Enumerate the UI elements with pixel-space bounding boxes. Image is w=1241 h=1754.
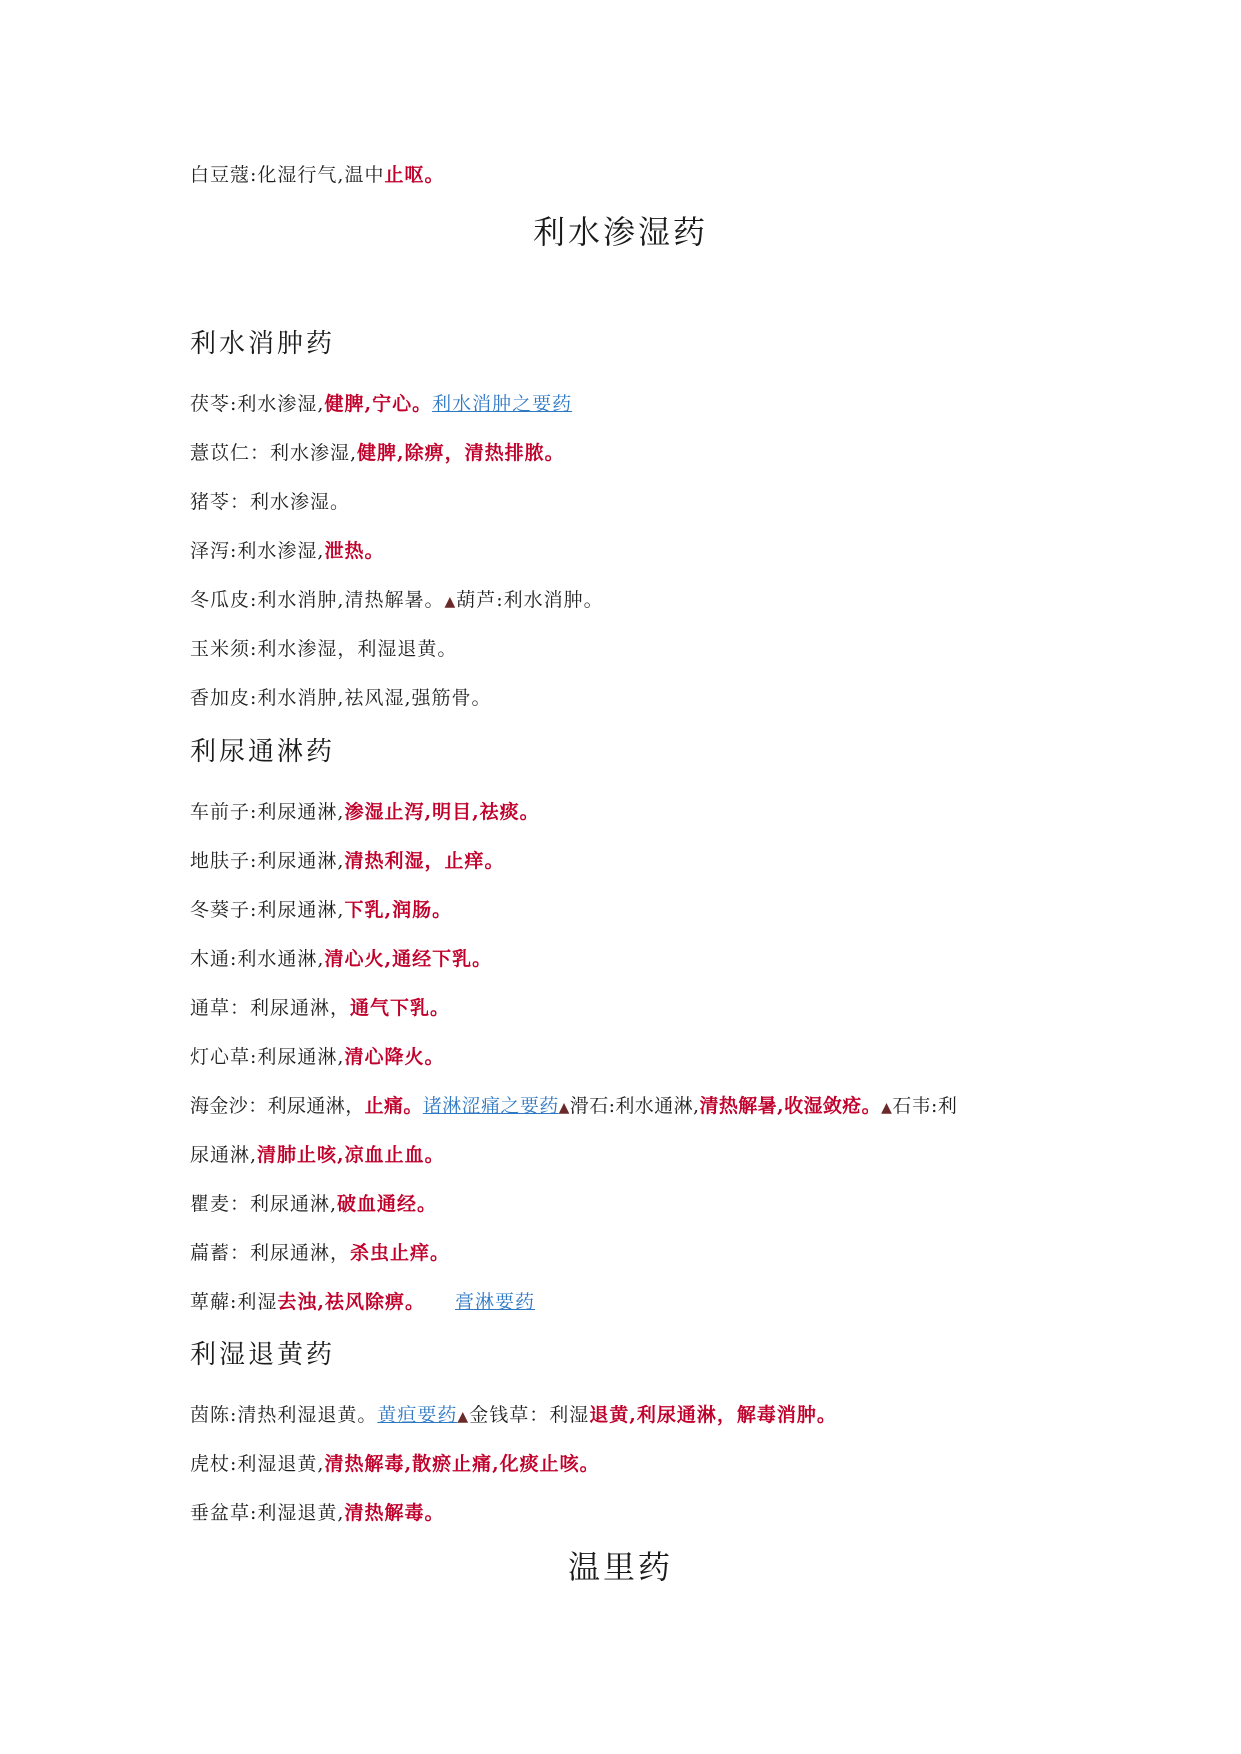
- entry-text: 海金沙：利尿通淋，: [190, 1095, 365, 1117]
- entry-highlight: 通气下乳。: [350, 997, 451, 1019]
- entry-highlight: 清心降火。: [344, 1046, 445, 1068]
- subsection-heading: 利湿退黄药: [190, 1340, 336, 1370]
- entry-text: 香加皮:利水消肿,祛风湿,强筋骨。: [190, 687, 492, 709]
- entry-text: 金钱草：利湿: [469, 1404, 590, 1426]
- entry-highlight: 去浊,祛风除痹。: [277, 1291, 426, 1313]
- key-drug-link[interactable]: 黄疸要药: [377, 1404, 458, 1426]
- entry-text: 木通:利水通淋,: [190, 948, 325, 970]
- triangle-marker-icon: ▲: [881, 1100, 893, 1116]
- entry-highlight: 下乳,润肠。: [344, 899, 453, 921]
- entry-text: 滑石:利水通淋,: [569, 1095, 700, 1117]
- entry-text: 白豆蔻:化湿行气,温中: [190, 164, 385, 186]
- entry-yiyiren: [190, 440, 565, 466]
- subsection-heading: 利尿通淋药: [190, 737, 336, 767]
- entry-text: 萹蓄：利尿通淋，: [190, 1242, 351, 1264]
- entry-highlight: 清热解毒。: [344, 1502, 445, 1524]
- entry-bixie: [190, 1289, 535, 1315]
- entry-highlight: 渗湿止泻,明目,祛痰。: [344, 801, 540, 823]
- entry-text: 萆薢:利湿: [190, 1291, 278, 1313]
- key-drug-link[interactable]: 诸淋涩痛之要药: [422, 1095, 559, 1117]
- entry-text: 玉米须:利水渗湿，利湿退黄。: [190, 638, 458, 660]
- entry-highlight: 止痛。: [364, 1095, 423, 1117]
- entry-text: 虎杖:利湿退黄,: [190, 1453, 325, 1475]
- key-drug-link[interactable]: 利水消肿之要药: [432, 393, 573, 415]
- entry-highlight: 破血通经。: [337, 1193, 438, 1215]
- entry-text: 茯苓:利水渗湿,: [190, 393, 325, 415]
- entry-highlight: 清肺止咳,凉血止血。: [257, 1144, 445, 1166]
- section-title: 温里药: [567, 1548, 673, 1586]
- entry-highlight: 止呕。: [384, 164, 445, 186]
- entry-text: 冬葵子:利尿通淋,: [190, 899, 345, 921]
- entry-text: 泽泻:利水渗湿,: [190, 540, 325, 562]
- entry-haijinsha: [190, 1093, 957, 1121]
- entry-text: 薏苡仁：利水渗湿,: [190, 442, 358, 464]
- subsection-heading: 利水消肿药: [190, 329, 336, 359]
- entry-highlight: 清热解暑,收湿敛疮。: [699, 1095, 882, 1117]
- entry-text: 地肤子:利尿通淋,: [190, 850, 345, 872]
- entry-highlight: 清热解毒,散瘀止痛,化痰止咳。: [324, 1453, 600, 1475]
- entry-dongguapi: [190, 587, 604, 615]
- entry-baidoukou: [190, 162, 444, 188]
- entry-difuzi: [190, 848, 504, 874]
- section-title: 利水渗湿药: [532, 213, 708, 251]
- triangle-marker-icon: ▲: [444, 594, 457, 610]
- entry-text: 通草：利尿通淋，: [190, 997, 351, 1019]
- entry-zhuling: [190, 489, 350, 515]
- entry-huzhang: [190, 1451, 600, 1477]
- entry-mutong: [190, 946, 492, 972]
- entry-dengxincao: [190, 1044, 444, 1070]
- entry-text: 茵陈:清热利湿退黄。: [190, 1404, 378, 1426]
- entry-tongcao: [190, 995, 450, 1021]
- entry-fuling: [190, 391, 572, 417]
- entry-highlight: 清热利湿，止痒。: [344, 850, 505, 872]
- entry-dongkuizi: [190, 897, 452, 923]
- entry-yumixu: [190, 636, 457, 662]
- entry-text: 垂盆草:利湿退黄,: [190, 1502, 345, 1524]
- entry-chuipencao: [190, 1500, 444, 1526]
- entry-text: 猪苓：利水渗湿。: [190, 491, 351, 513]
- entry-highlight: 健脾,除痹，清热排脓。: [357, 442, 565, 464]
- entry-highlight: 杀虫止痒。: [350, 1242, 451, 1264]
- triangle-marker-icon: ▲: [457, 1409, 470, 1425]
- entry-text: 灯心草:利尿通淋,: [190, 1046, 345, 1068]
- entry-highlight: 清心火,通经下乳。: [324, 948, 493, 970]
- entry-highlight: 健脾,宁心。: [324, 393, 433, 415]
- entry-xiangjiapi: [190, 685, 491, 711]
- entry-shiwei-continued: [190, 1142, 445, 1168]
- entry-qumai: [190, 1191, 437, 1217]
- entry-text: 尿通淋,: [190, 1144, 258, 1166]
- entry-text: 瞿麦：利尿通淋,: [190, 1193, 338, 1215]
- entry-cheqianzi: [190, 799, 540, 825]
- entry-text: 葫芦:利水消肿。: [456, 589, 604, 611]
- entry-bianxu: [190, 1240, 450, 1266]
- key-drug-link[interactable]: 膏淋要药: [455, 1291, 536, 1313]
- entry-highlight: 退黄,利尿通淋，解毒消肿。: [589, 1404, 837, 1426]
- entry-zexie: [190, 538, 384, 564]
- triangle-marker-icon: ▲: [558, 1100, 570, 1116]
- entry-highlight: 泄热。: [324, 540, 385, 562]
- entry-text: 车前子:利尿通淋,: [190, 801, 345, 823]
- entry-text: 石韦:利: [892, 1095, 958, 1117]
- entry-text: 冬瓜皮:利水消肿,清热解暑。: [190, 589, 445, 611]
- entry-yinchen: [190, 1402, 837, 1430]
